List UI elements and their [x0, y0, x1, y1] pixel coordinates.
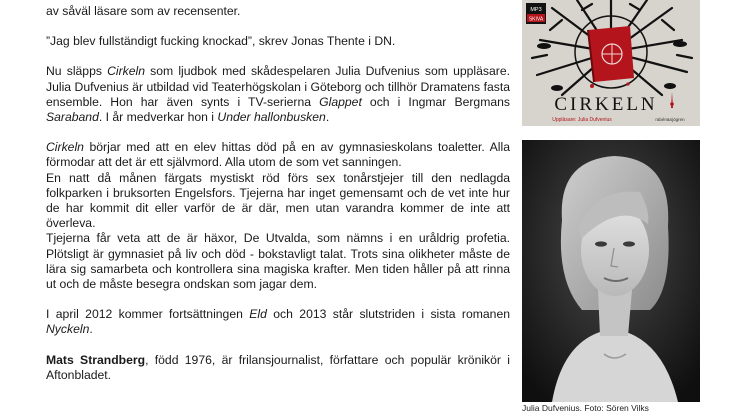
author-paragraph	[46, 353, 510, 383]
author-portrait-photo	[522, 140, 700, 402]
audiobook-paragraph	[46, 64, 510, 125]
cover-artwork	[522, 0, 700, 126]
book-title-cirkeln: Cirkeln	[107, 64, 146, 79]
cover-title: CIRKELN	[554, 94, 658, 115]
article-text-column	[46, 0, 510, 383]
show-title-under-hallonbusken: Under hallonbusken	[217, 110, 326, 125]
audio-text-post: som ljudbok med skådespelaren Julia Dufvenius som uppläsare. Julia Dufvenius är utbildad vid Teaterhögskolan i Göteborg och tillhör Dramatens fasta ensemble. Hon har även synts i TV-serierna	[46, 64, 510, 109]
sequel-period: .	[89, 322, 93, 337]
book-title-cirkeln-2: Cirkeln	[46, 140, 84, 155]
mp3-badge-line1: MP3	[530, 7, 542, 13]
cover-narrator: Uppläsare: Julia Dufvenius	[552, 117, 612, 123]
intro-paragraph-tail: av såväl läsare som av recensenter.	[46, 4, 241, 18]
synopsis-1-text: börjar med att en elev hittas död på en av gymnasieskolans toaletter. Alla förmodar att det är ett självmord. Alla utom de som vet sanningen.	[46, 140, 510, 170]
author-bio: , född 1976, är frilansjournalist, författare och populär krönikör i Aftonbladet.	[46, 352, 510, 382]
sequel-text-mid: och 2013 står slutstriden i sista romanen	[266, 307, 510, 322]
review-quote: ”Jag blev fullständigt fucking knockad”, skrev Jonas Thente i DN.	[46, 34, 396, 49]
synopsis-paragraph-2: En natt då månen färgats mystiskt röd förs sex tonårstjejer till den nedlagda folkparken i bruksorten Engelsfors. Tjejerna har inget gemensamt och de vet inte hur de har kommit dit eller varför de är där, men utan varandra kommer de inte att överleva.	[46, 170, 510, 231]
photo-caption: Julia Dufvenius. Foto: Sören Vilks	[522, 403, 649, 413]
mp3-badge-line2: SKIVA	[528, 16, 544, 23]
author-name: Mats Strandberg	[46, 352, 146, 367]
audio-period: .	[325, 110, 330, 125]
audio-text-och-i: och i Ingmar Bergmans	[361, 94, 510, 109]
portrait-left-eye	[595, 241, 607, 246]
sequel-text-pre: I april 2012 kommer fortsättningen	[46, 307, 250, 322]
show-title-glappet: Glappet	[319, 94, 362, 109]
audio-text-medverkar: . I år medverkar hon i	[98, 110, 218, 125]
portrait-artwork	[522, 140, 700, 402]
cover-publisher: rabén&sjögren	[655, 117, 685, 122]
portrait-neck	[598, 290, 632, 336]
synopsis-paragraph-1	[46, 140, 510, 170]
book-title-eld: Eld	[249, 307, 267, 322]
audio-text-pre: Nu släpps	[46, 64, 108, 79]
film-title-saraband: Saraband	[46, 110, 99, 125]
portrait-right-eye	[623, 241, 635, 246]
audiobook-cover-image	[522, 0, 700, 126]
synopsis-paragraph-3: Tjejerna får veta att de är häxor, De Utvalda, som nämns i en uråldrig profetia. Plötsligt är gymnasiet på liv och död - bokstavligt talat. Trots sina olikheter måste de lära sig samarbeta och kontrollera sina magiska krafter. Men tiden håller på att rinna ut och de måste besegra ondskan som jagar dem.	[46, 231, 510, 292]
sequel-paragraph	[46, 307, 510, 337]
book-title-nyckeln: Nyckeln	[46, 322, 90, 337]
